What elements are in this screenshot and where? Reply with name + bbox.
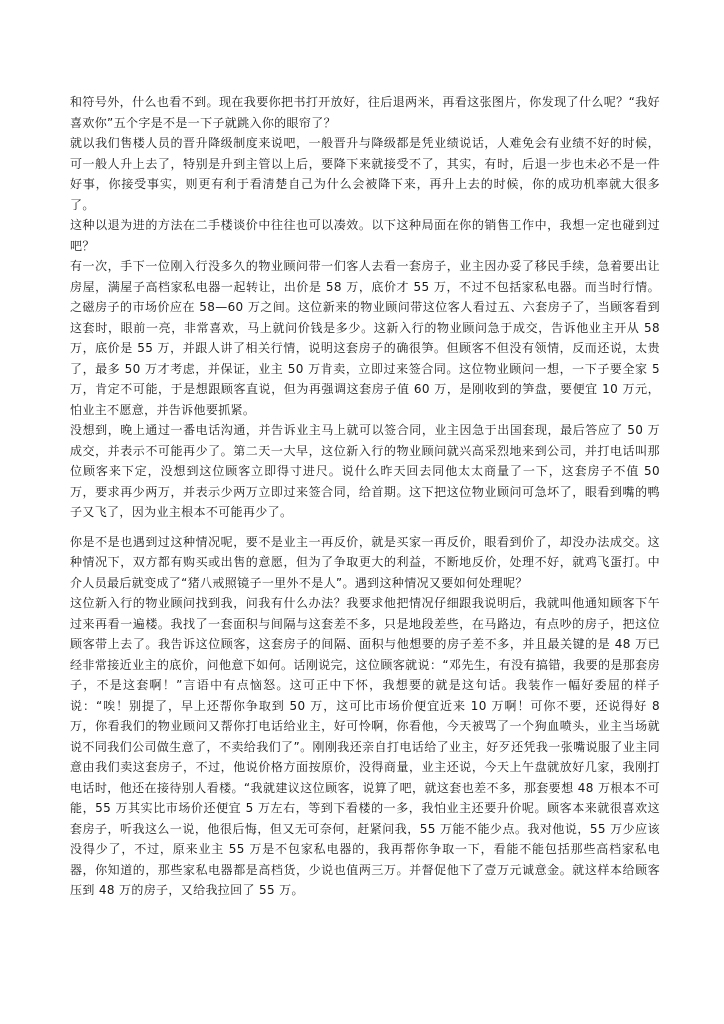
paragraph-spacer	[70, 523, 660, 532]
document-page	[70, 92, 660, 901]
paragraph-7: 这位新入行的物业顾问找到我，问我有什么办法？我要求他把情况仔细跟我说明后，我就叫他通知顾客下午过来再看一遍楼。我找了一套面积与间隔与这套差不多，只是地段差些，在马路边，有点吵的房子，把这位顾客带上去了。我告诉这位顾客，这套房子的间隔、面积与他想要的房子差不多，并且最关键的是 48 万已经非常接近业主的底价，问他意下如何。话刚说完，这位顾客就说：“邓先生，有没有搞错，我要的是那套房子，不是这套啊！”言语中有点恼怒。这可正中下怀，我想要的就是这句话。我装作一幅好委屈的样子说：“唉！别提了，早上还帮你争取到 50 万，这可比市场价便宜近来 10 万啊！可你不要，还说得好 8 万，你看我们的物业顾问又帮你打电话给业主，好可怜啊，你看他，今天被骂了一个狗血喷头，业主当场就说不同我们公司做生意了，不卖给我们了”。刚刚我还亲自打电话给了业主，好歹还凭我一张嘴说服了业主同意由我们卖这套房子，不过，他说价格方面按原价，没得商量，业主还说，今天上午盘就放好几家，我刚打电话时，他还在接待别人看楼。“我就建议这位顾客，说算了吧，就这套也差不多，那套要想 48 万根本不可能，55 万其实比市场价还便宜 5 万左右，等到下看楼的一多，我怕业主还要升价呢。顾客本来就很喜欢这套房子，听我这么一说，他很后悔，但又无可奈何，赶紧问我，55 万能不能少点。我对他说，55 万少应该没得少了，不过，原来业主 55 万是不包家私电器的，我再帮你争取一下，看能不能包括那些高档家私电器，你知道的，那些家私电器都是高档货，少说也值两三万。并督促他下了壹万元诚意金。就这样本给顾客压到 48 万的房子，又给我拉回了 55 万。	[70, 596, 660, 897]
paragraph-1: 和符号外，什么也看不到。现在我要你把书打开放好，往后退两米，再看这张图片，你发现了什么呢？“我好喜欢你”五个字是不是一下子就跳入你的眼帘了？	[70, 95, 660, 130]
paragraph-3: 这种以退为进的方法在二手楼谈价中往往也可以凑效。以下这种局面在你的销售工作中，我想一定也碰到过吧？	[70, 218, 660, 253]
paragraph-6: 你是不是也遇到过这种情况呢，要不是业主一再反价，就是买家一再反价，眼看到价了，却没办法成交。这种情况下，双方都有购买或出售的意愿，但为了争取更大的利益，不断地反价，处理不好，就鸡飞蛋打。中介人员最后就变成了“猪八戒照镜子一里外不是人”。遇到这种情况又要如何处理呢？	[70, 534, 660, 590]
paragraph-4: 有一次，手下一位刚入行没多久的物业顾问带一们客人去看一套房子，业主因办妥了移民手续，急着要出让房屋，满屋子高档家私电器一起转让，出价是 58 万，底价才 55 万，不过不包括家私电器。而当时行情。之磁房子的市场价应在 58—60 万之间。这位新来的物业顾问带这位客人看过五、六套房子了，当顾客看到这套时，眼前一亮，非常喜欢，马上就问价钱是多少。这新入行的物业顾问急于成交，告诉他业主开从 58 万，底价是 55 万，并跟人讲了相关行情，说明这套房子的确很笋。但顾客不但没有领情，反而还说，太贵了，最多 50 万才考虑，并保证，业主 50 万肯卖，立即过来签合同。这位物业顾问一想，一下子要全家 5 万，肯定不可能，于是想跟顾客直说，但为再强调这套房子值 60 万，是刚收到的笋盘，要便宜 10 万元，怕业主不愿意，并告诉他要抓紧。	[70, 259, 660, 417]
paragraph-5: 没想到，晚上通过一番电话沟通，并告诉业主马上就可以签合同，业主因急于出国套现，最后答应了 50 万成交，并表示不可能再少了。第二天一大早，这位新入行的物业顾问就兴高采烈地来到公司，并打电话叫那位顾客来下定，没想到这位顾客立即得寸进尺。说什么昨天回去同他太太商量了一下，这套房子不值 50 万，要求再少两万，并表示少两万立即过来签合同，给首期。这下把这位物业顾问可急坏了，眼看到嘴的鸭子又飞了，因为业主根本不可能再少了。	[70, 423, 660, 519]
paragraph-2: 就以我们售楼人员的晋升降级制度来说吧，一般晋升与降级都是凭业绩说话，人难免会有业绩不好的时候，可一般人升上去了，特别是升到主管以上后，要降下来就接受不了，其实，有时，后退一步也未必不是一件好事，你接受事实，则更有利于看清楚自己为什么会被降下来，再升上去的时候，你的成功机率就大很多了。	[70, 136, 660, 212]
